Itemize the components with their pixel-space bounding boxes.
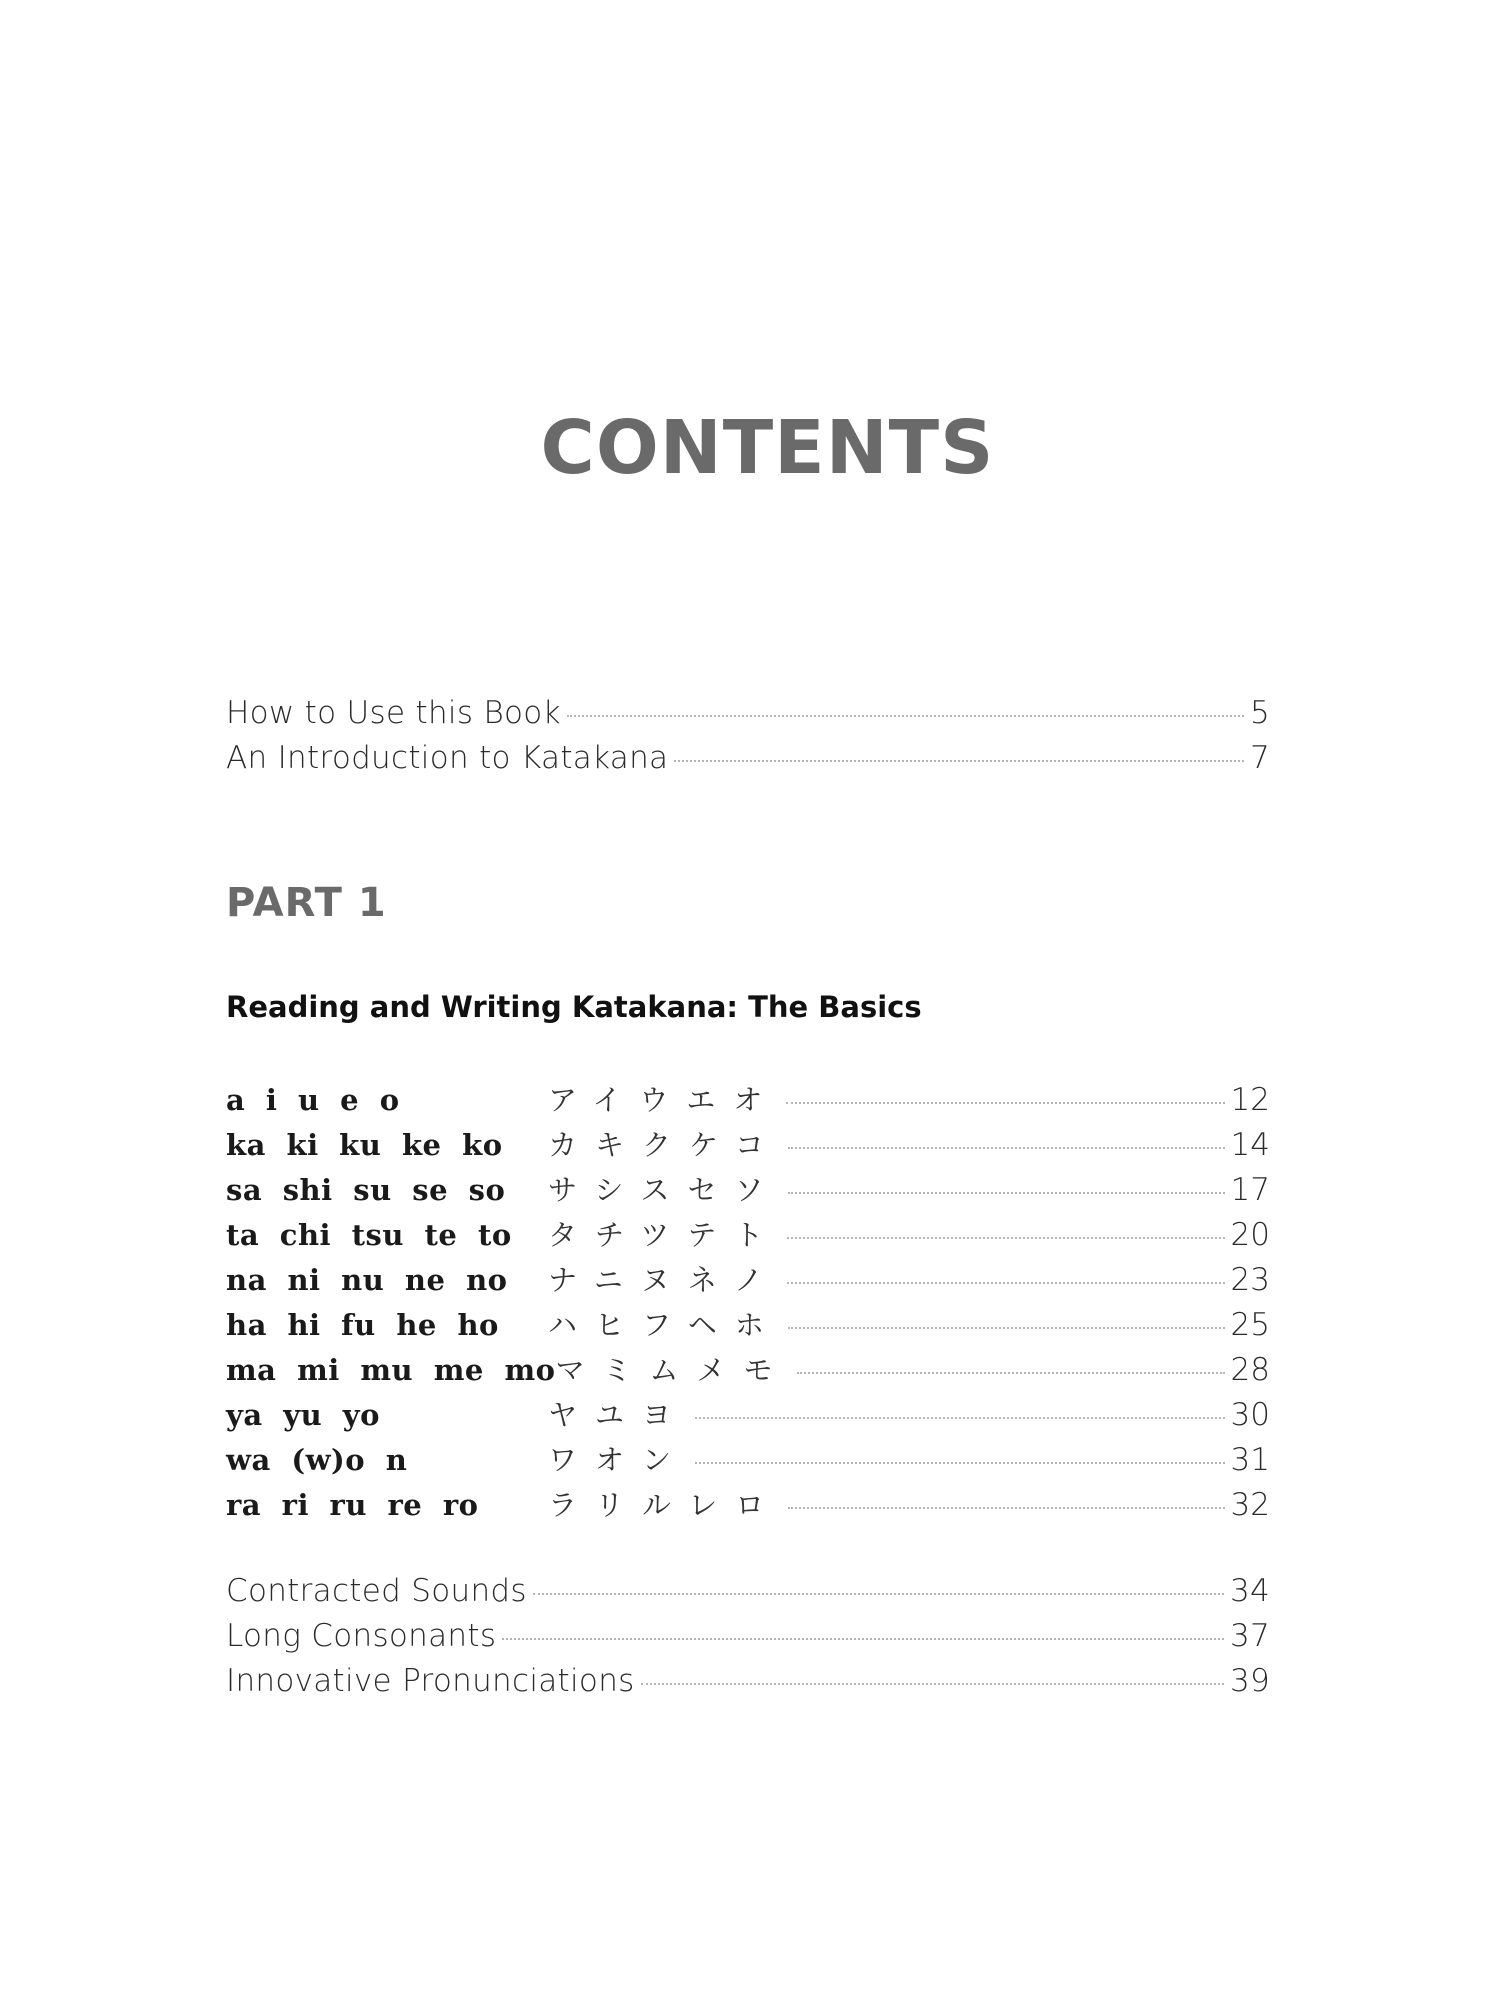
romaji-label: wa (w)o n [226,1443,408,1477]
romaji-label: ka ki ku ke ko [226,1128,503,1162]
kana-toc-entry[interactable] [226,1348,1270,1392]
kana-label: タチツテト [548,1218,782,1252]
kana-toc-entry[interactable] [226,1303,1270,1347]
toc-entry[interactable] [226,740,1270,784]
toc-entry-page: 23 [1230,1262,1270,1298]
section-heading: Reading and Writing Katakana: The Basics [226,990,922,1024]
toc-entry-label: Innovative Pronunciations [226,1663,635,1699]
kana-label: ヤユヨ [548,1398,690,1432]
toc-entry-label: How to Use this Book [226,695,561,731]
dot-leader [533,1593,1224,1595]
dot-leader [797,1372,1225,1374]
kana-label: ハヒフヘホ [548,1308,782,1342]
kana-label: アイウエオ [548,1083,781,1117]
dot-leader [787,1282,1225,1284]
dot-leader [674,760,1244,762]
toc-entry[interactable] [226,1573,1270,1617]
dot-leader [788,1147,1225,1149]
dot-leader [788,1507,1224,1509]
page-title: CONTENTS [540,405,995,491]
kana-toc-entry[interactable] [226,1168,1270,1212]
toc-entry-page: 12 [1230,1082,1270,1118]
toc-entry-page: 17 [1230,1172,1270,1208]
romaji-label: ta chi tsu te to [226,1218,512,1252]
kana-label: ラリルレロ [548,1488,783,1522]
romaji-label: a i u e o [226,1083,400,1117]
toc-entry-page: 20 [1230,1217,1270,1253]
kana-label: カキクケコ [548,1128,782,1162]
dot-leader [788,1327,1225,1329]
romaji-label: ya yu yo [226,1398,380,1432]
kana-label: ナニヌネノ [548,1263,781,1297]
dot-leader [788,1192,1225,1194]
kana-toc-entry[interactable] [226,1213,1270,1257]
part-heading: PART 1 [226,880,387,926]
dot-leader [502,1638,1224,1640]
kana-toc-entry[interactable] [226,1258,1270,1302]
toc-entry-page: 5 [1249,695,1270,731]
toc-entry-label: Long Consonants [226,1618,497,1654]
dot-leader [786,1102,1224,1104]
toc-entry[interactable] [226,1618,1270,1662]
romaji-label: ra ri ru re ro [226,1488,479,1522]
toc-entry[interactable] [226,1663,1270,1707]
toc-entry-page: 31 [1230,1442,1270,1478]
toc-entry-page: 39 [1229,1663,1270,1699]
romaji-label: ma mi mu me mo [226,1353,556,1387]
romaji-label: na ni nu ne no [226,1263,508,1297]
dot-leader [567,715,1244,717]
kana-toc-entry[interactable] [226,1438,1270,1482]
dot-leader [695,1462,1225,1464]
romaji-label: ha hi fu he ho [226,1308,499,1342]
kana-toc-entry[interactable] [226,1123,1270,1167]
dot-leader [641,1683,1224,1685]
toc-entry-page: 28 [1230,1352,1270,1388]
kana-label: マミムメモ [555,1353,791,1387]
toc-entry-label: Contracted Sounds [226,1573,527,1609]
kana-label: ワオン [548,1443,690,1477]
kana-label: サシスセソ [548,1173,782,1207]
dot-leader [695,1417,1225,1419]
romaji-label: sa shi su se so [226,1173,506,1207]
toc-entry[interactable] [226,695,1270,739]
kana-toc-entry[interactable] [226,1078,1270,1122]
toc-entry-page: 32 [1230,1487,1270,1523]
toc-entry-page: 37 [1229,1618,1270,1654]
kana-toc-entry[interactable] [226,1393,1270,1437]
toc-entry-page: 25 [1230,1307,1270,1343]
toc-entry-page: 34 [1229,1573,1270,1609]
toc-entry-page: 14 [1230,1127,1270,1163]
kana-toc-entry[interactable] [226,1483,1270,1527]
toc-entry-page: 7 [1249,740,1270,776]
dot-leader [787,1237,1224,1239]
toc-entry-label: An Introduction to Katakana [226,740,669,776]
toc-entry-page: 30 [1230,1397,1270,1433]
